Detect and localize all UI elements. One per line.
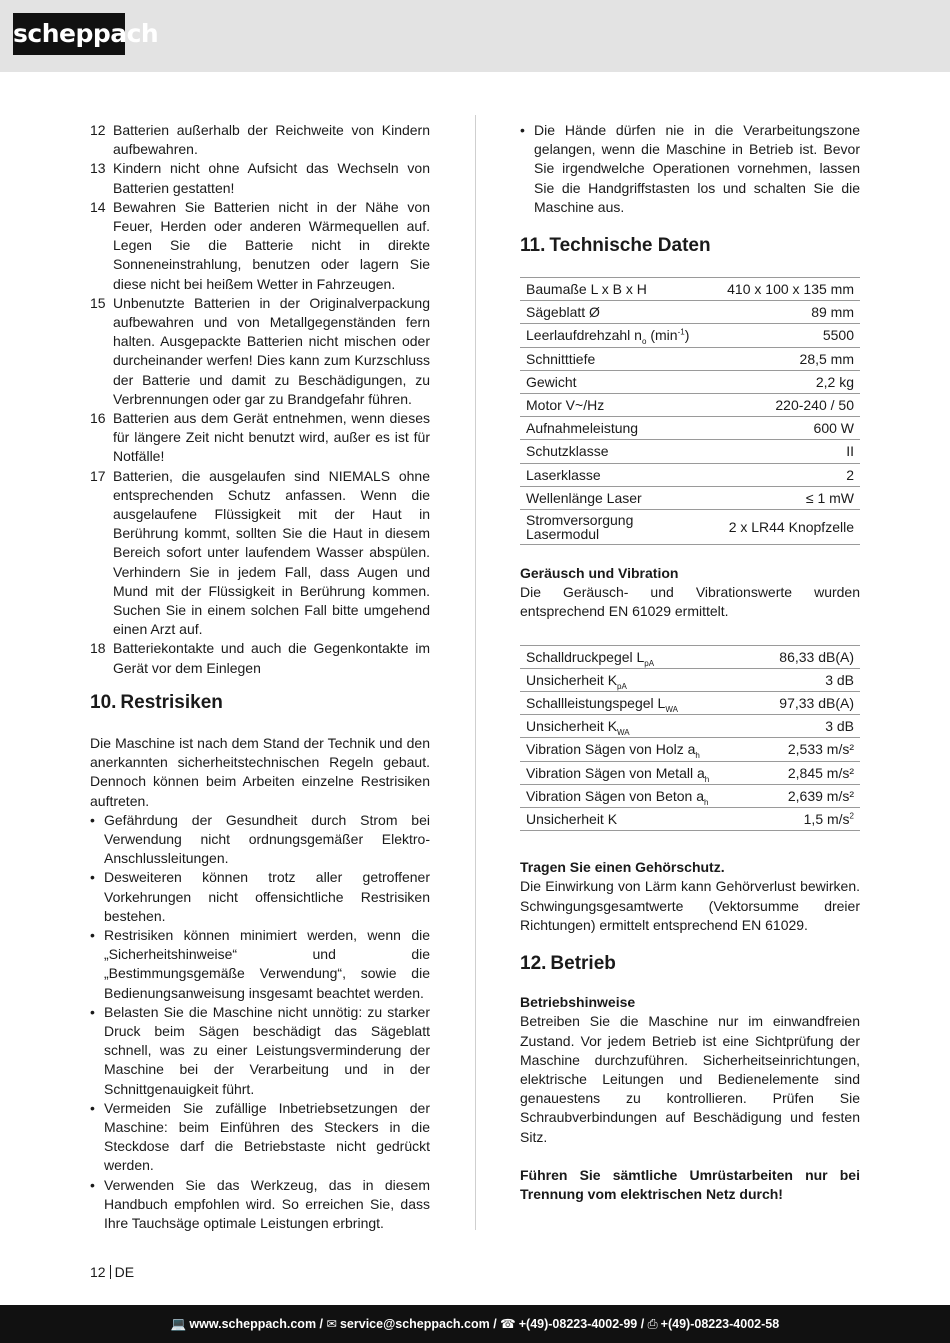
table-row: Vibration Sägen von Beton $a_h$ 2,639 m/s² [520,784,860,807]
battery-safety-list [90,121,430,678]
table-row: Unsicherheit $K_{pA}$ 3 dB [520,668,860,691]
phone-icon: ☎ [500,1317,516,1331]
table-row: Vibration Sägen von Metall $a_h$ 2,845 m/s² [520,761,860,784]
column-divider [475,115,476,1230]
betrieb-text: Betreiben Sie die Maschine nur im einwandfreien Zustand. Vor jedem Betrieb ist eine Sichtprüfung der Maschine durchzuführen. Sicherheitseinrichtungen, elektrische Leitungen und Bedienelemente sind genauestens zu kontrollieren. Prüfen Sie Schraubverbindungen auf Beschädigung und festen Sitz. [520,1013,860,1145]
table-row: Vibration Sägen von Holz $a_h$ 2,533 m/s² [520,738,860,761]
restrisiken-intro: Die Maschine ist nach dem Stand der Technik und den anerkannten sicherheitstechnischen Regeln gebaut. Dennoch können beim Arbeiten einzelne Restrisiken auftreten. [90,734,430,809]
list-item: • Verwenden Sie das Werkzeug, das in diesem Handbuch empfohlen wird. So erreichen Sie, dass Ihre Tauchsäge optimale Leistungen erbringt. [90,1176,430,1234]
technical-data-table [520,277,860,545]
hands-warning-list [520,121,860,217]
list-item: 12 Batterien außerhalb der Reichweite von Kindern aufbewahren. [90,122,430,158]
list-item: • Vermeiden Sie zufällige Inbetriebsetzungen der Maschine: beim Einführen des Steckers in die Steckdose darf die Betriebstaste nicht gedrückt werden. [90,1099,430,1176]
table-row: Leerlaufdrehzahl $n_o$ $(\min^{-1})$ 5500 [520,324,860,347]
list-item: 18 Batteriekontakte und auch die Gegenkontakte im Gerät vor dem Einlegen [90,640,430,676]
table-row: Motor V~/Hz 220-240 / 50 [520,394,860,417]
list-item: • Belasten Sie die Maschine nicht unnötig: zu starker Druck beim Sägen beschädigt das Sägeblatt schnell, was zu einer Leistungsverminderung der Maschine bei der Verarbeitung und in der Schnittgenauigkeit führt. [90,1003,430,1099]
list-item: 13 Kindern nicht ohne Aufsicht das Wechseln von Batterien gestatten! [90,160,430,196]
email-link[interactable]: service@scheppach.com [339,1317,490,1331]
betrieb-subheading: Betriebshinweise [520,994,636,1011]
table-row: Sägeblatt Ø 89 mm [520,301,860,324]
section-heading-technische-daten: 11. Technische Daten [520,235,711,257]
page-number: 12 DE [90,1264,135,1280]
phone-number: +(49)-08223-4002-99 [518,1317,638,1331]
computer-icon: 💻 [170,1317,187,1331]
list-item: • Restrisiken können minimiert werden, wenn die „Sicherheitshinweise“ und die „Bestimmungsgemäße Verwendung“, sowie die Bedienungsanweisung insgesamt beachtet werden. [90,926,430,1003]
hearing-protection-text: Die Einwirkung von Lärm kann Gehörverlust bewirken. Schwingungsgesamtwerte (Vektorsumme dreier Richtungen) ermittelt entsprechend EN 61029. [520,878,860,933]
table-row: Schallleistungspegel $L_{WA}$ 97,33 dB(A) [520,692,860,715]
scheppach-logo: scheppach [13,13,125,55]
page-footer: 💻 www.scheppach.com / ✉ service@scheppach.com / ☎ +(49)-08223-4002-99 / ⎙ +(49)-08223-4002-58 [0,1305,950,1343]
list-item: • Desweiteren können trotz aller getroffener Vorkehrungen nicht offensichtliche Restrisiken bestehen. [90,868,430,926]
section-heading-betrieb: 12. Betrieb [520,953,616,975]
list-item: • Gefährdung der Gesundheit durch Strom bei Verwendung nicht ordnungsgemäßer Elektro-Anschlussleitungen. [90,811,430,869]
table-row: Stromversorgung Lasermodul 2 x LR44 Knopfzelle [520,510,860,545]
safety-note: Führen Sie sämtliche Umrüstarbeiten nur bei Trennung vom elektrischen Netz durch! [520,1166,860,1202]
table-row: Unsicherheit K 1,5 $m/s^2$ [520,808,860,831]
left-column [90,121,430,1233]
list-item: • Die Hände dürfen nie in die Verarbeitungszone gelangen, wenn die Maschine in Betrieb ist. Bevor Sie irgendwelche Operationen vornehmen, lassen Sie die Handgriffstasten los und schalten Sie die Maschine aus. [520,121,860,217]
list-item: 17 Batterien, die ausgelaufen sind NIEMALS ohne entsprechenden Schutz anfassen. Wenn die ausgelaufene Flüssigkeit mit der Haut in Berührung kommt, sollten Sie die Haut in diesem Bereich sofort unter laufendem Wasser abspülen. Verhindern Sie in jedem Fall, dass Augen und Mund mit der Flüssigkeit in Berührung kommen. Suchen Sie in einem solchen Fall bitte umgehend einen Arzt auf. [90,467,430,638]
table-row: Schalldruckpegel $L_{pA}$ 86,33 dB(A) [520,645,860,668]
page-separator [110,1265,111,1279]
table-row: Schutzklasse II [520,440,860,463]
fax-number: +(49)-08223-4002-58 [660,1317,780,1331]
restrisiken-list [90,811,430,1233]
page-header [0,0,950,72]
table-row: Gewicht 2,2 kg [520,370,860,393]
noise-vibration-table [520,645,860,832]
hearing-protection-heading: Tragen Sie einen Gehörschutz. [520,859,725,876]
table-row: Baumaße L x B x H 410 x 100 x 135 mm [520,278,860,301]
table-row: Schnitttiefe 28,5 mm [520,347,860,370]
table-row: Wellenlänge Laser ≤ 1 mW [520,486,860,509]
table-row: Aufnahmeleistung 600 W [520,417,860,440]
website-link[interactable]: www.scheppach.com [189,1317,317,1331]
list-item: 16 Batterien aus dem Gerät entnehmen, wenn dieses für längere Zeit nicht benutzt wird, außer es ist für Notfälle! [90,410,430,465]
table-row: Unsicherheit $K_{WA}$ 3 dB [520,715,860,738]
table-row: Laserklasse 2 [520,463,860,486]
section-heading-restrisiken: 10. Restrisiken [90,691,223,713]
noise-heading: Geräusch und Vibration [520,565,679,582]
list-item: 14 Bewahren Sie Batterien nicht in der Nähe von Feuer, Herden oder anderen Wärmequellen auf. Legen Sie die Batterie nicht in direkte Sonneneinstrahlung, benutzen oder lagern Sie diese nicht bei heißem Wetter in Fahrzeugen. [90,198,430,292]
noise-text: Die Geräusch- und Vibrationswerte wurden entsprechend EN 61029 ermittelt. [520,584,860,620]
fax-icon: ⎙ [647,1317,658,1331]
mail-icon: ✉ [326,1317,337,1331]
right-column [520,121,860,1204]
list-item: 15 Unbenutzte Batterien in der Originalverpackung aufbewahren und von Metallgegenständen fern halten. Ausgepackte Batterien nicht mischen oder durcheinander werfen! Dies kann zum Kurzschluss der Batterie und damit zu Beschädigungen, zu Verbrennungen oder gar zu Brandgefahr führen. [90,294,430,407]
